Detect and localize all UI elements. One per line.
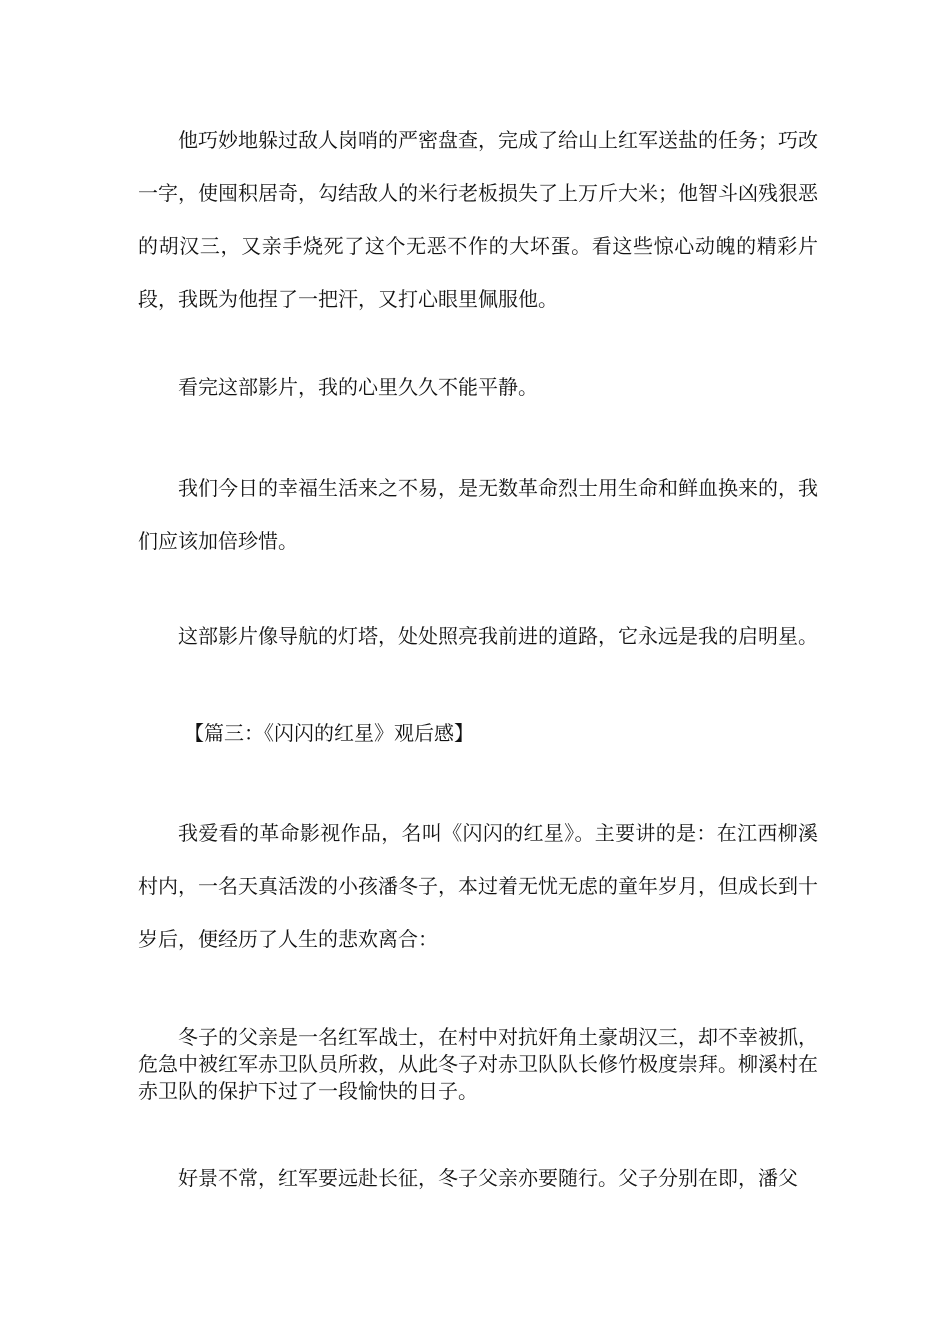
paragraph-3: 我们今日的幸福生活来之不易，是无数革命烈士用生命和鲜血换来的，我们应该加倍珍惜。 — [138, 476, 818, 553]
section-heading: 【篇三：《闪闪的红星》观后感】 — [184, 721, 474, 745]
paragraph-2: 看完这部影片，我的心里久久不能平静。 — [178, 375, 538, 399]
paragraph-6: 冬子的父亲是一名红军战士，在村中对抗奸角土豪胡汉三，却不幸被抓，危急中被红军赤卫队员所救，从此冬子对赤卫队队长修竹极度崇拜。柳溪村在赤卫队的保护下过了一段愉快的日子。 — [138, 1025, 818, 1103]
paragraph-5: 我爱看的革命影视作品，名叫《闪闪的红星》。主要讲的是：在江西柳溪村内，一名天真活泼的小孩潘冬子，本过着无忧无虑的童年岁月，但成长到十岁后，便经历了人生的悲欢离合： — [138, 821, 818, 951]
paragraph-4: 这部影片像导航的灯塔，处处照亮我前进的道路，它永远是我的启明星。 — [178, 624, 818, 648]
paragraph-1: 他巧妙地躲过敌人岗哨的严密盘查，完成了给山上红军送盐的任务；巧改一字，使囤积居奇，勾结敌人的米行老板损失了上万斤大米；他智斗凶残狠恶的胡汉三，又亲手烧死了这个无恶不作的大坏蛋。看这些惊心动魄的精彩片段，我既为他捏了一把汗，又打心眼里佩服他。 — [138, 128, 818, 311]
paragraph-7: 好景不常，红军要远赴长征，冬子父亲亦要随行。父子分别在即，潘父 — [178, 1166, 798, 1190]
